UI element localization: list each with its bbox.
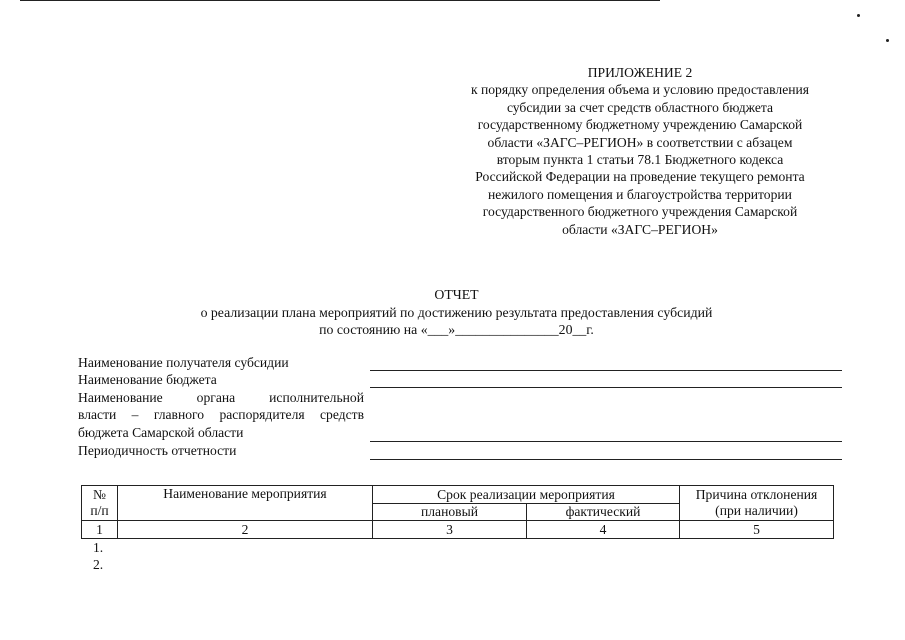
- appendix-line: государственному бюджетному учреждению Самарской: [477, 117, 803, 133]
- appendix-line: области «ЗАГС–РЕГИОН» в соответствии с абзацем: [487, 134, 793, 150]
- authority-label-line1: Наименование органа исполнительной: [78, 390, 364, 405]
- col-name-header: [118, 486, 373, 521]
- col-planned-header: плановый: [373, 504, 527, 521]
- table-cell: 4: [527, 521, 680, 539]
- table-numbering-row: [82, 521, 834, 539]
- appendix-line: субсидии за счет средств областного бюджета: [506, 99, 774, 115]
- col-number-header-line: п/п: [90, 503, 109, 518]
- appendix-block: [440, 64, 840, 238]
- report-title-block: [150, 286, 763, 339]
- recipient-field-line[interactable]: [370, 370, 842, 371]
- table-cell: 1: [82, 521, 118, 539]
- col-reason-header: [680, 486, 834, 521]
- col-name-header-label: Наименование мероприятия: [163, 486, 327, 501]
- authority-label-line2: власти – главного распорядителя средств: [78, 407, 364, 422]
- budget-label: Наименование бюджета: [78, 372, 217, 387]
- table-cell: 2: [118, 521, 373, 539]
- report-title: ОТЧЕТ: [434, 287, 479, 302]
- col-reason-header-line: (при наличии): [715, 503, 798, 518]
- appendix-line: вторым пункта 1 статьи 78.1 Бюджетного кодекса: [496, 152, 784, 168]
- table-cell: 3: [373, 521, 527, 539]
- report-table: [81, 485, 834, 539]
- list-item: 1.: [93, 540, 104, 555]
- appendix-line: Российской Федерации на проведение текущего ремонта: [475, 169, 805, 185]
- list-item: 2.: [93, 557, 104, 572]
- appendix-line: области «ЗАГС–РЕГИОН»: [562, 221, 718, 237]
- appendix-line: государственного бюджетного учреждения Самарской: [482, 204, 798, 220]
- scan-speck: [886, 39, 889, 42]
- authority-field-line[interactable]: [370, 441, 842, 442]
- scan-speck: [857, 14, 860, 17]
- col-actual-header: фактический: [527, 504, 680, 521]
- col-reason-header-line: Причина отклонения: [695, 487, 818, 502]
- authority-label-line3: бюджета Самарской области: [78, 425, 244, 440]
- table-header-row: [82, 486, 834, 504]
- appendix-line: нежилого помещения и благоустройства территории: [488, 186, 792, 202]
- budget-field-line[interactable]: [370, 387, 842, 388]
- periodicity-field-line[interactable]: [370, 459, 842, 460]
- col-period-header: Срок реализации мероприятия: [373, 486, 680, 504]
- recipient-label: Наименование получателя субсидии: [78, 355, 289, 370]
- appendix-heading: ПРИЛОЖЕНИЕ 2: [587, 65, 693, 80]
- periodicity-label: Периодичность отчетности: [78, 443, 237, 458]
- top-border-line: [20, 0, 660, 1]
- col-number-header-line: №: [93, 487, 106, 502]
- table-cell: 5: [680, 521, 834, 539]
- report-subtitle: о реализации плана мероприятий по достижению результата предоставления субсидий: [200, 304, 713, 320]
- appendix-line: к порядку определения объема и условию предоставления: [470, 82, 810, 98]
- col-number-header: [82, 486, 118, 521]
- report-date-line: по состоянию на «___»_______________20__г.: [319, 322, 594, 337]
